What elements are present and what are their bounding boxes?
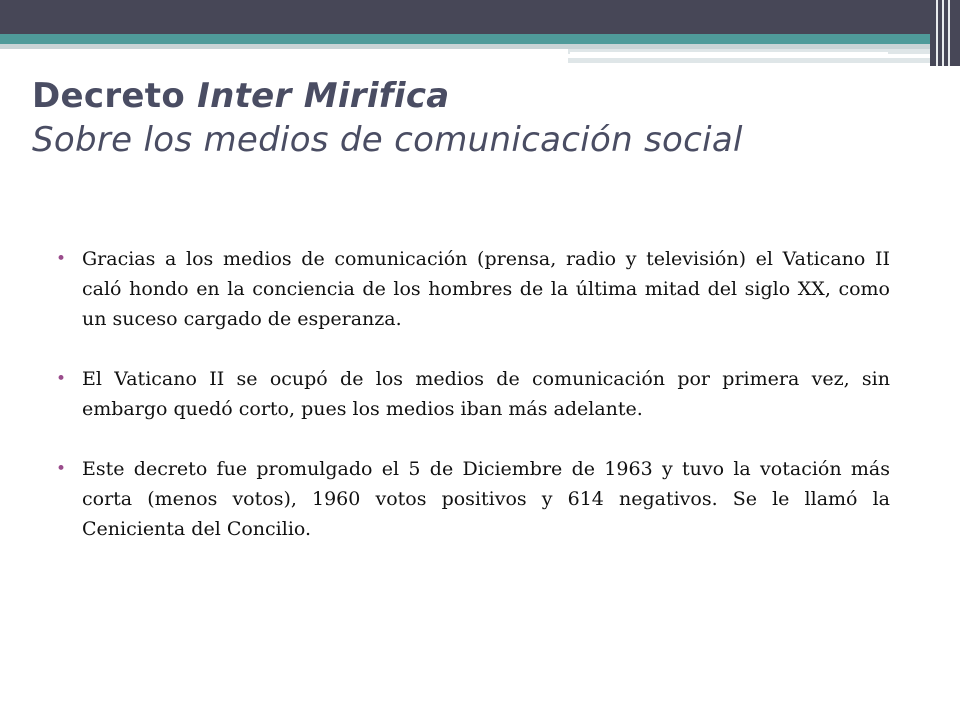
bullet-item [56, 454, 890, 544]
header-accent-band [0, 34, 930, 44]
title-document-name: Inter Mirifica [197, 76, 450, 116]
decor-vertical-line [942, 0, 944, 66]
decor-line [570, 52, 888, 54]
bullet-marker: • [56, 369, 67, 389]
decor-vertical-line [936, 0, 938, 66]
bullet-item [56, 364, 890, 424]
bullet-marker: • [56, 249, 67, 269]
bullet-text: Este decreto fue promulgado el 5 de Diciembre de 1963 y tuvo la votación más corta (menos votos), 1960 votos positivos y 614 negativos. Se le llamó la Cenicienta del Concilio. [82, 458, 890, 540]
bullet-list [56, 244, 890, 574]
slide-title [32, 74, 932, 162]
decor-vertical-line [948, 0, 950, 66]
title-prefix: Decreto [32, 76, 198, 116]
bullet-marker: • [56, 459, 67, 479]
bullet-text: El Vaticano II se ocupó de los medios de comunicación por primera vez, sin embargo quedó corto, pues los medios iban más adelante. [82, 368, 890, 420]
decor-strip [568, 58, 930, 63]
header-bar [0, 0, 960, 34]
bullet-text: Gracias a los medios de comunicación (prensa, radio y televisión) el Vaticano II caló hondo en la conciencia de los hombres de la última mitad del siglo XX, como un suceso cargado de esperanza. [82, 248, 890, 330]
bullet-item [56, 244, 890, 334]
title-subtitle: Sobre los medios de comunicación social [32, 120, 743, 160]
header-corner-block [930, 0, 960, 66]
